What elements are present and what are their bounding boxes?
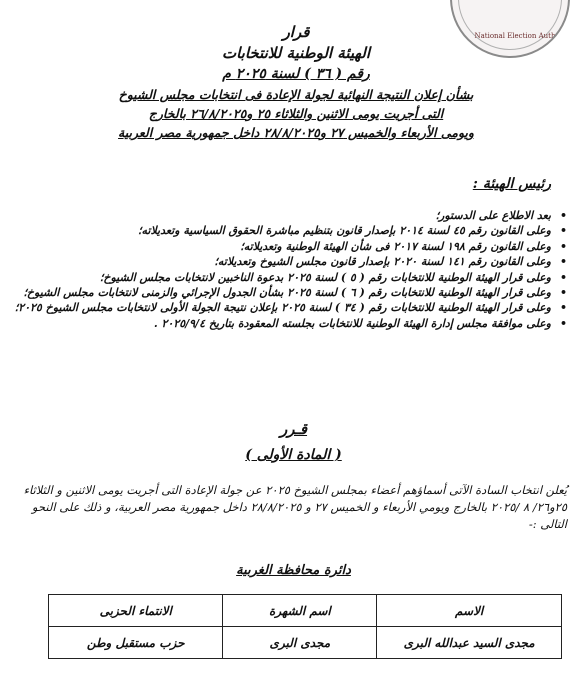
recital-item: • وعلى القانون رقم ١٤١ لسنة ٢٠٢٠ بإصدار قانون مجلس الشيوخ وتعديلاته؛ <box>7 254 567 269</box>
table-header-row <box>49 595 562 627</box>
recital-item: • وعلى موافقة مجلس إدارة الهيئة الوطنية للانتخابات بجلسته المعقودة بتاريخ ٢٠٢٥/٩/٤ . <box>7 316 567 331</box>
decree-subject-line-3: ويومى الأربعاء والخميس ٢٧ و٢٨/٨/٢٠٢٥ داخل جمهورية مصر العربية <box>118 125 474 140</box>
decree-title: قرار <box>282 23 310 41</box>
column-header-name: الاسم <box>377 595 562 627</box>
recital-item: • وعلى قرار الهيئة الوطنية للانتخابات رقم ( ٥ ) لسنة ٢٠٢٥ بدعوة الناخبين لانتخابات مجلس الشيوخ؛ <box>7 270 567 285</box>
decree-number: رقم ( ٣٦ ) لسنة ٢٠٢٥ م <box>222 66 370 82</box>
winners-table <box>48 594 562 659</box>
decree-header <box>20 22 572 142</box>
recital-item: • وعلى قرار الهيئة الوطنية للانتخابات رقم ( ٦ ) لسنة ٢٠٢٥ بشأن الجدول الإجرائي والزمنى لانتخابات مجلس الشيوخ؛ <box>7 285 567 300</box>
table-row <box>49 627 562 659</box>
column-header-known-as: اسم الشهرة <box>223 595 377 627</box>
article-body: يُعلن انتخاب السادة الآتى أسماؤهم أعضاء بمجلس الشيوخ ٢٠٢٥ عن جولة الإعادة التى أجريت يومى الاثنين و الثلاثاء ٢٥و٢٦/ ٨ /٢٠٢٥ بالخارج ويومي الأربعاء و الخميس ٢٧ و ٢٨/٨/٢٠٢٥ داخل جمهورية مصر العربية، و ذلك على النحو التالى :- <box>23 483 567 531</box>
decided-heading: قـرر <box>279 420 308 438</box>
article-heading: ( المادة الأولى ) <box>245 447 342 463</box>
cell-name: مجدى السيد عبدالله البرى <box>377 627 562 659</box>
cell-known-as: مجدى البرى <box>223 627 377 659</box>
seal-text: National Election Auth <box>474 32 556 40</box>
authority-name: الهيئة الوطنية للانتخابات <box>221 44 371 62</box>
recital-item: • وعلى قرار الهيئة الوطنية للانتخابات رقم ( ٣٤ ) لسنة ٢٠٢٥ بإعلان نتيجة الجولة الأولى لانتخابات مجلس الشيوخ ٢٠٢٥؛ <box>7 300 567 315</box>
decree-subject-line-1: بشأن إعلان النتيجة النهائية لجولة الإعادة فى انتخابات مجلس الشيوخ <box>118 87 474 102</box>
district-title: دائرة محافظة الغربية <box>236 563 351 578</box>
president-label: رئيس الهيئة : <box>472 176 551 192</box>
cell-party: حزب مستقبل وطن <box>49 627 223 659</box>
recital-item: • بعد الاطلاع على الدستور؛ <box>7 208 567 223</box>
recitals-list <box>7 208 567 331</box>
recital-item: • وعلى القانون رقم ١٩٨ لسنة ٢٠١٧ فى شأن الهيئة الوطنية وتعديلاته؛ <box>7 239 567 254</box>
decree-subject-line-2: التى أجريت يومى الاثنين والثلاثاء ٢٥ و٢٦/٨/٢٠٢٥ بالخارج <box>148 106 444 121</box>
column-header-party: الانتماء الحزبى <box>49 595 223 627</box>
recital-item: • وعلى القانون رقم ٤٥ لسنة ٢٠١٤ بإصدار قانون بتنظيم مباشرة الحقوق السياسية وتعديلاته؛ <box>7 223 567 238</box>
